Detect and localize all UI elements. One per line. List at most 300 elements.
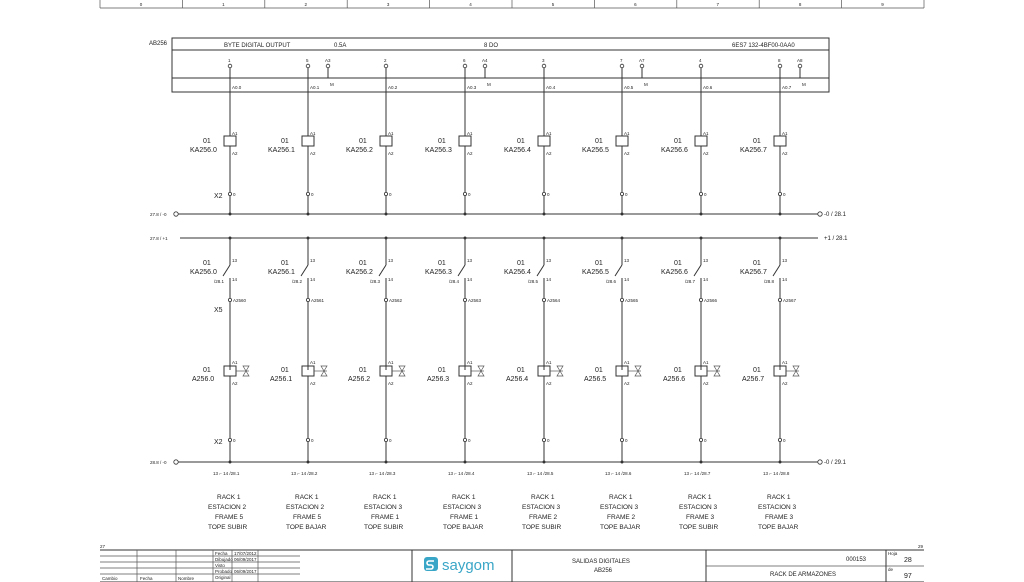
contact-xref: 13 ⌐ 14 /28.6 [605, 471, 632, 476]
ruler-column-number: 0 [139, 2, 143, 7]
contact-relay-tag: KA256.5 [582, 269, 609, 276]
relay-contact [301, 265, 308, 276]
ruler-column-number: 8 [798, 2, 802, 7]
row-label-dibujado: Dibujado [215, 557, 233, 562]
contact-prefix: 01 [674, 260, 682, 267]
output-address: A0.3 [467, 85, 477, 90]
module-terminal [778, 64, 782, 68]
junction-dot [543, 461, 546, 464]
terminal-zero: 0 [625, 438, 628, 443]
terminal-zero: 0 [468, 192, 471, 197]
pin-a2: A2 [467, 381, 473, 386]
pin-14: 14 [310, 277, 316, 282]
valve-tag: A256.1 [270, 376, 293, 383]
channel-7 [740, 58, 806, 531]
contact-relay-tag: KA256.2 [346, 269, 373, 276]
pin-a2: A2 [310, 151, 316, 156]
contact-relay-tag: KA256.3 [425, 269, 452, 276]
relay-coil [459, 136, 471, 146]
module-terminal-number: 5 [306, 58, 309, 63]
contact-xref: 13 ⌐ 14 /28.3 [369, 471, 396, 476]
contact-xref: 13 ⌐ 14 /28.4 [448, 471, 475, 476]
terminal-x2-top [699, 192, 702, 195]
terminal-zero: 0 [468, 438, 471, 443]
rev-header-date: Fecha [140, 576, 153, 581]
rail-minus-bottom-left: 28.8 / -0 [150, 460, 167, 465]
pin-a2: A2 [782, 381, 788, 386]
relay-contact [223, 265, 230, 276]
desc-station: ESTACION 3 [679, 504, 718, 511]
sheet-subtitle: RACK DE ARMAZONES [770, 572, 837, 578]
desc-rack: RACK 1 [217, 494, 241, 501]
module-terminal-number: 6 [463, 58, 466, 63]
pin-13: 13 [232, 258, 238, 263]
contact-prefix: 01 [203, 260, 211, 267]
terminal-zero: 0 [233, 438, 236, 443]
wire-number: A2564 [547, 298, 561, 303]
wire-number: A2560 [233, 298, 247, 303]
junction-dot [307, 213, 310, 216]
rail-plus-left: 27.8 / +1 [150, 236, 168, 241]
output-address: A0.2 [388, 85, 398, 90]
desc-station: ESTACION 3 [443, 504, 482, 511]
pin-a1: A1 [232, 360, 238, 365]
module-terminal [542, 64, 546, 68]
wire-number: A2563 [468, 298, 482, 303]
date-tested: 06/09/2017 [234, 569, 257, 574]
module-terminal-number: 1 [228, 58, 231, 63]
pin-13: 13 [388, 258, 394, 263]
relay-tag: KA256.0 [190, 147, 217, 154]
coil-prefix: 01 [517, 138, 525, 145]
desc-frame: FRAME 2 [529, 514, 558, 521]
terminal-strip-x2-top: X2 [214, 193, 223, 200]
desc-rack: RACK 1 [452, 494, 476, 501]
pin-a2: A2 [467, 151, 473, 156]
terminal-x2-top [778, 192, 781, 195]
desc-frame: FRAME 1 [450, 514, 479, 521]
desc-action: TOPE SUBIR [522, 524, 562, 531]
contact-ref: /28.7 [685, 279, 696, 284]
desc-action: TOPE SUBIR [364, 524, 404, 531]
wire-number: A2562 [389, 298, 403, 303]
terminal-zero: 0 [311, 438, 314, 443]
terminal-zero: 0 [783, 438, 786, 443]
junction-dot [700, 213, 703, 216]
wire-number: A2561 [311, 298, 325, 303]
pin-a2: A2 [388, 151, 394, 156]
pin-a2: A2 [232, 151, 238, 156]
module-extra-terminal [640, 64, 644, 68]
desc-frame: FRAME 3 [765, 514, 794, 521]
valve-tag: A256.6 [663, 376, 686, 383]
output-address: A0.1 [310, 85, 320, 90]
contact-prefix: 01 [517, 260, 525, 267]
wire-number: A2566 [704, 298, 718, 303]
pin-a1: A1 [546, 131, 552, 136]
pin-13: 13 [624, 258, 630, 263]
ruler-column-number: 1 [222, 2, 225, 7]
desc-station: ESTACION 3 [600, 504, 639, 511]
desc-station: ESTACION 2 [286, 504, 325, 511]
page-number: 28 [904, 557, 912, 564]
module-terminal [306, 64, 310, 68]
module-extra-terminal [483, 64, 487, 68]
rail-plus-right: +1 / 28.1 [824, 236, 848, 242]
relay-coil [774, 136, 786, 146]
relay-coil [616, 136, 628, 146]
coil-prefix: 01 [438, 138, 446, 145]
terminal-x2-bottom [306, 438, 309, 441]
junction-dot [385, 213, 388, 216]
pin-a2: A2 [546, 381, 552, 386]
row-label-visto: Visto [215, 563, 225, 568]
terminal-x5 [463, 298, 466, 301]
output-address: A0.7 [782, 85, 792, 90]
valve-tag: A256.5 [584, 376, 607, 383]
coil-prefix: 01 [674, 138, 682, 145]
saygom-logo-icon [424, 557, 438, 571]
output-address: A0.5 [624, 85, 634, 90]
pin-a2: A2 [782, 151, 788, 156]
rail-minus-bottom-right: -0 / 29.1 [824, 460, 847, 466]
terminal-x5 [228, 298, 231, 301]
junction-dot [543, 213, 546, 216]
date-drawn-2: 06/09/2017 [234, 557, 257, 562]
desc-station: ESTACION 2 [208, 504, 247, 511]
module-extra-pin: A4 [482, 58, 488, 63]
terminal-strip-x2-bottom: X2 [214, 439, 223, 446]
terminal-zero: 0 [389, 192, 392, 197]
valve-prefix: 01 [595, 367, 603, 374]
pages-label: de [888, 567, 894, 572]
desc-action: TOPE BAJAR [600, 524, 641, 531]
title-block [100, 550, 924, 582]
pin-a1: A1 [624, 131, 630, 136]
terminal-zero: 0 [625, 192, 628, 197]
terminal-x2-top [228, 192, 231, 195]
coil-prefix: 01 [753, 138, 761, 145]
contact-ref: /28.8 [764, 279, 775, 284]
valve-prefix: 01 [438, 367, 446, 374]
relay-tag: KA256.2 [346, 147, 373, 154]
contact-ref: /28.1 [214, 279, 225, 284]
channel-3 [425, 58, 491, 531]
junction-dot [385, 461, 388, 464]
channel-4 [504, 58, 563, 531]
pin-a1: A1 [467, 131, 473, 136]
valve-tag: A256.7 [742, 376, 765, 383]
junction-dot [621, 461, 624, 464]
terminal-x2-bottom [384, 438, 387, 441]
desc-action: TOPE SUBIR [208, 524, 248, 531]
module-tag: AB256 [149, 41, 168, 47]
pin-13: 13 [782, 258, 788, 263]
pin-a1: A1 [546, 360, 552, 365]
contact-ref: /28.2 [292, 279, 303, 284]
relay-tag: KA256.1 [268, 147, 295, 154]
contact-relay-tag: KA256.7 [740, 269, 767, 276]
pin-a1: A1 [782, 360, 788, 365]
relay-contact [458, 265, 465, 276]
pin-a2: A2 [624, 381, 630, 386]
pin-a1: A1 [703, 360, 709, 365]
rail-minus-top-left: 27.8 / -0 [150, 212, 167, 217]
marker-m: M [644, 82, 648, 87]
desc-frame: FRAME 5 [293, 514, 322, 521]
sheet-mark-right: 29 [918, 544, 924, 549]
relay-contact [694, 265, 701, 276]
pin-a2: A2 [703, 381, 709, 386]
desc-frame: FRAME 2 [607, 514, 636, 521]
module-terminal-number: 4 [699, 58, 702, 63]
module-extra-pin: A7 [639, 58, 645, 63]
sheet-title: SALIDAS DIGITALES [572, 559, 630, 565]
desc-rack: RACK 1 [295, 494, 319, 501]
contact-relay-tag: KA256.1 [268, 269, 295, 276]
contact-prefix: 01 [281, 260, 289, 267]
valve-prefix: 01 [281, 367, 289, 374]
terminal-x5 [620, 298, 623, 301]
terminal-x2-bottom [542, 438, 545, 441]
terminal-x2-top [306, 192, 309, 195]
terminal-strip-x5: X5 [214, 307, 223, 314]
desc-action: TOPE BAJAR [758, 524, 799, 531]
relay-coil [380, 136, 392, 146]
terminal-x2-top [542, 192, 545, 195]
relay-coil [538, 136, 550, 146]
company-name: saygom [442, 557, 495, 574]
desc-rack: RACK 1 [688, 494, 712, 501]
ruler-column-number: 4 [469, 2, 472, 7]
relay-contact [379, 265, 386, 276]
contact-xref: 13 ⌐ 14 /28.8 [763, 471, 790, 476]
relay-tag: KA256.5 [582, 147, 609, 154]
ruler-column-number: 6 [634, 2, 637, 7]
desc-frame: FRAME 5 [215, 514, 244, 521]
desc-action: TOPE SUBIR [679, 524, 719, 531]
module-terminal-number: 3 [542, 58, 545, 63]
pin-14: 14 [546, 277, 552, 282]
pin-a2: A2 [388, 381, 394, 386]
terminal-zero: 0 [547, 438, 550, 443]
junction-dot [464, 213, 467, 216]
pin-14: 14 [467, 277, 473, 282]
coil-prefix: 01 [203, 138, 211, 145]
rail-minus-top-right: -0 / 28.1 [824, 212, 847, 218]
contact-ref: /28.5 [528, 279, 539, 284]
relay-coil [695, 136, 707, 146]
contact-xref: 13 ⌐ 14 /28.7 [684, 471, 711, 476]
column-ruler [100, 0, 924, 8]
terminal-x2-bottom [463, 438, 466, 441]
valve-prefix: 01 [674, 367, 682, 374]
terminal-x5 [542, 298, 545, 301]
terminal-x5 [384, 298, 387, 301]
valve-prefix: 01 [517, 367, 525, 374]
pin-a1: A1 [467, 360, 473, 365]
desc-frame: FRAME 1 [371, 514, 400, 521]
desc-frame: FRAME 3 [686, 514, 715, 521]
pin-14: 14 [388, 277, 394, 282]
terminal-zero: 0 [311, 192, 314, 197]
relay-contact [537, 265, 544, 276]
desc-station: ESTACION 3 [364, 504, 403, 511]
relay-tag: KA256.7 [740, 147, 767, 154]
wire-number: A2565 [625, 298, 639, 303]
output-address: A0.6 [703, 85, 713, 90]
valve-prefix: 01 [203, 367, 211, 374]
pin-a1: A1 [624, 360, 630, 365]
terminal-x2-bottom [228, 438, 231, 441]
terminal-zero: 0 [547, 192, 550, 197]
module-terminal [699, 64, 703, 68]
module-terminal-number: 7 [620, 58, 623, 63]
coil-prefix: 01 [281, 138, 289, 145]
wire-number: A2567 [783, 298, 797, 303]
contact-relay-tag: KA256.0 [190, 269, 217, 276]
pin-a1: A1 [310, 131, 316, 136]
relay-coil [302, 136, 314, 146]
contact-xref: 13 ⌐ 14 /28.1 [213, 471, 240, 476]
contact-xref: 13 ⌐ 14 /28.2 [291, 471, 318, 476]
row-label-original: Original [215, 575, 231, 580]
ruler-column-number: 3 [386, 2, 390, 7]
terminal-x2-top [620, 192, 623, 195]
terminal-x5 [778, 298, 781, 301]
channel-5 [582, 58, 648, 531]
pin-a1: A1 [782, 131, 788, 136]
terminal-x2-bottom [699, 438, 702, 441]
pin-a2: A2 [232, 381, 238, 386]
output-address: A0.0 [232, 85, 242, 90]
relay-contact [615, 265, 622, 276]
valve-prefix: 01 [753, 367, 761, 374]
junction-dot [229, 213, 232, 216]
output-address: A0.4 [546, 85, 556, 90]
junction-dot [700, 461, 703, 464]
relay-coil [224, 136, 236, 146]
relay-tag: KA256.4 [504, 147, 531, 154]
module-extra-terminal [798, 64, 802, 68]
pin-a2: A2 [546, 151, 552, 156]
row-label-fecha: Fecha [215, 551, 228, 556]
terminal-x2-top [384, 192, 387, 195]
terminal-zero: 0 [233, 192, 236, 197]
pin-13: 13 [310, 258, 316, 263]
channel-6 [661, 58, 720, 531]
module-rating: 0.5A [334, 43, 347, 49]
rev-header-name: Nombre [178, 576, 195, 581]
pin-14: 14 [232, 277, 238, 282]
ruler-column-number: 5 [551, 2, 555, 7]
module-extra-pin: A8 [797, 58, 803, 63]
junction-dot [464, 461, 467, 464]
module-extra-terminal [326, 64, 330, 68]
junction-dot [779, 461, 782, 464]
desc-rack: RACK 1 [767, 494, 791, 501]
contact-prefix: 01 [438, 260, 446, 267]
channel-2 [346, 58, 405, 531]
terminal-x5 [306, 298, 309, 301]
module-terminal-number: 8 [778, 58, 781, 63]
coil-prefix: 01 [359, 138, 367, 145]
date-drawn-1: 17/07/2012 [234, 551, 257, 556]
pin-14: 14 [624, 277, 630, 282]
sheet-mark-left: 27 [100, 544, 106, 549]
ruler-column-number: 2 [304, 2, 308, 7]
valve-tag: A256.0 [192, 376, 215, 383]
row-label-probado: Probado [215, 569, 233, 574]
module-order-number: 6ES7 132-4BF00-0AA0 [732, 43, 795, 49]
contact-relay-tag: KA256.6 [661, 269, 688, 276]
sheet-title-tag: AB256 [594, 568, 613, 574]
pin-a1: A1 [388, 131, 394, 136]
relay-contact [773, 265, 780, 276]
module-type: 8 DO [484, 43, 499, 49]
contact-ref: /28.3 [370, 279, 381, 284]
page-label: Hoja [888, 551, 898, 556]
terminal-zero: 0 [389, 438, 392, 443]
pin-a2: A2 [624, 151, 630, 156]
module-description: BYTE DIGITAL OUTPUT [224, 43, 291, 49]
contact-prefix: 01 [359, 260, 367, 267]
module-terminal [463, 64, 467, 68]
terminal-x2-top [463, 192, 466, 195]
pin-13: 13 [546, 258, 552, 263]
output-channels [190, 58, 806, 531]
desc-station: ESTACION 3 [522, 504, 561, 511]
contact-ref: /28.6 [606, 279, 617, 284]
valve-tag: A256.2 [348, 376, 371, 383]
pin-13: 13 [703, 258, 709, 263]
junction-dot [307, 461, 310, 464]
module-terminal [228, 64, 232, 68]
module-terminal [620, 64, 624, 68]
pin-14: 14 [703, 277, 709, 282]
power-rails [150, 212, 848, 466]
desc-action: TOPE BAJAR [443, 524, 484, 531]
relay-tag: KA256.6 [661, 147, 688, 154]
pin-a2: A2 [310, 381, 316, 386]
channel-0 [190, 58, 249, 531]
pin-a1: A1 [232, 131, 238, 136]
pin-a2: A2 [703, 151, 709, 156]
ruler-column-number: 9 [881, 2, 884, 7]
terminal-x2-bottom [778, 438, 781, 441]
pages-total: 97 [904, 573, 912, 580]
contact-ref: /28.4 [449, 279, 460, 284]
junction-dot [229, 461, 232, 464]
contact-prefix: 01 [595, 260, 603, 267]
desc-rack: RACK 1 [531, 494, 555, 501]
contact-relay-tag: KA256.4 [504, 269, 531, 276]
valve-prefix: 01 [359, 367, 367, 374]
marker-m: M [487, 82, 491, 87]
desc-rack: RACK 1 [373, 494, 397, 501]
marker-m: M [330, 82, 334, 87]
pin-a1: A1 [703, 131, 709, 136]
channel-1 [268, 58, 334, 531]
pin-13: 13 [467, 258, 473, 263]
junction-dot [779, 213, 782, 216]
junction-dot [621, 213, 624, 216]
terminal-zero: 0 [704, 438, 707, 443]
contact-xref: 13 ⌐ 14 /28.5 [527, 471, 554, 476]
ruler-column-number: 7 [716, 2, 720, 7]
terminal-zero: 0 [783, 192, 786, 197]
relay-tag: KA256.3 [425, 147, 452, 154]
